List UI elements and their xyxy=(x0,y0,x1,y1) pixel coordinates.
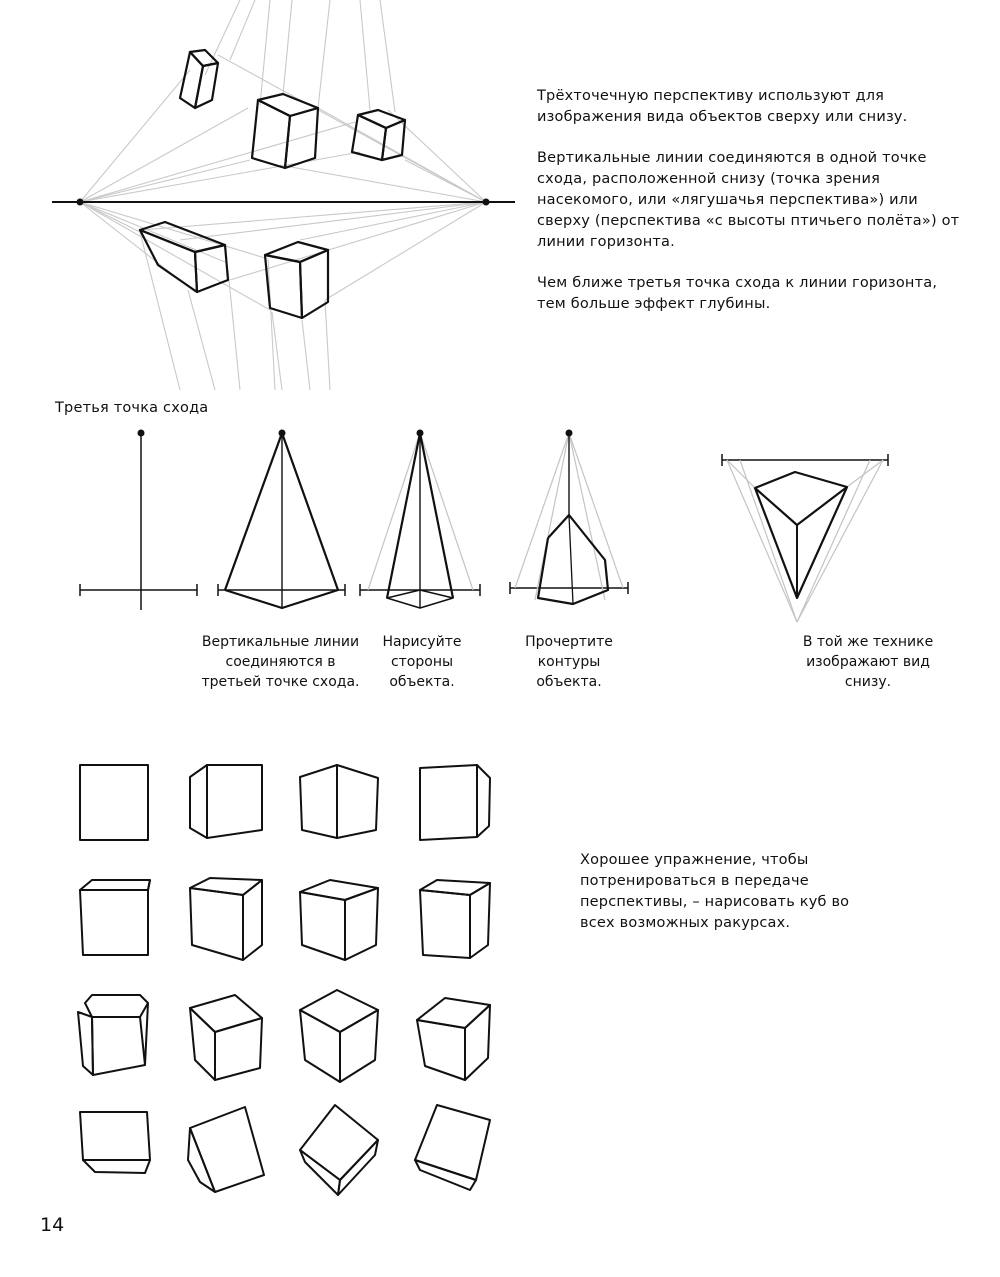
cube-r4-c3 xyxy=(300,1105,378,1195)
cube-r4-c4 xyxy=(415,1105,490,1190)
cube-r2-c2 xyxy=(190,878,262,960)
cube-grid xyxy=(78,765,490,1195)
cube-r3-c2 xyxy=(190,995,262,1080)
cube-r1-c1 xyxy=(80,765,148,840)
cube-r4-c2 xyxy=(188,1107,264,1192)
cube-r3-c1 xyxy=(78,995,148,1075)
left-vanishing-point xyxy=(77,199,84,206)
step3-diagram xyxy=(360,430,480,609)
step3-caption: Прочертите контуры объекта. xyxy=(525,634,613,690)
step1-diagram xyxy=(80,430,197,611)
page-number: 14 xyxy=(40,1214,65,1236)
right-vanishing-point xyxy=(483,199,490,206)
cube-r1-c2 xyxy=(190,765,262,838)
intro-paragraph-3: Чем ближе третья точка схода к линии горизонта, тем больше эффект глубины. xyxy=(537,275,938,312)
step1-caption: Вертикальные линии соединяются в третьей точке схода. xyxy=(201,634,360,690)
step-diagrams xyxy=(80,430,888,623)
cube-r1-c3 xyxy=(300,765,378,838)
box-top-left xyxy=(180,50,218,108)
cube-r3-c4 xyxy=(417,998,490,1080)
cube-r2-c4 xyxy=(420,880,490,958)
box-bottom-right xyxy=(265,242,328,318)
cube-r2-c3 xyxy=(300,880,378,960)
cube-r4-c1 xyxy=(80,1112,150,1173)
intro-text xyxy=(537,86,967,335)
box-top-center xyxy=(252,94,318,168)
intro-paragraph-1: Трёхточечную перспективу используют для изображения вида объектов сверху или снизу. xyxy=(537,88,908,125)
three-point-scene xyxy=(52,0,515,390)
cube-r3-c3 xyxy=(300,990,378,1082)
step-heading: Третья точка схода xyxy=(55,400,209,416)
step4-caption: В той же технике изображают вид снизу. xyxy=(802,634,934,690)
step2-diagram xyxy=(218,430,345,609)
cube-r1-c4 xyxy=(420,765,490,840)
exercise-text: Хорошее упражнение, чтобы потренироваться в передаче перспективы, – нарисовать куб во всех возможных ракурсах. xyxy=(580,852,850,931)
cube-r2-c1 xyxy=(80,880,150,955)
step4-diagram xyxy=(510,430,628,605)
step2-caption: Нарисуйте стороны объекта. xyxy=(382,634,462,690)
bottom-view-diagram xyxy=(722,454,888,622)
intro-paragraph-2: Вертикальные линии соединяются в одной точке схода, расположенной снизу (точка зрения насекомого, или «лягушачья перспектива») или сверху (перспектива «с высоты птичьего полёта») от линии горизонта. xyxy=(537,150,960,250)
construction-lines xyxy=(80,0,486,390)
